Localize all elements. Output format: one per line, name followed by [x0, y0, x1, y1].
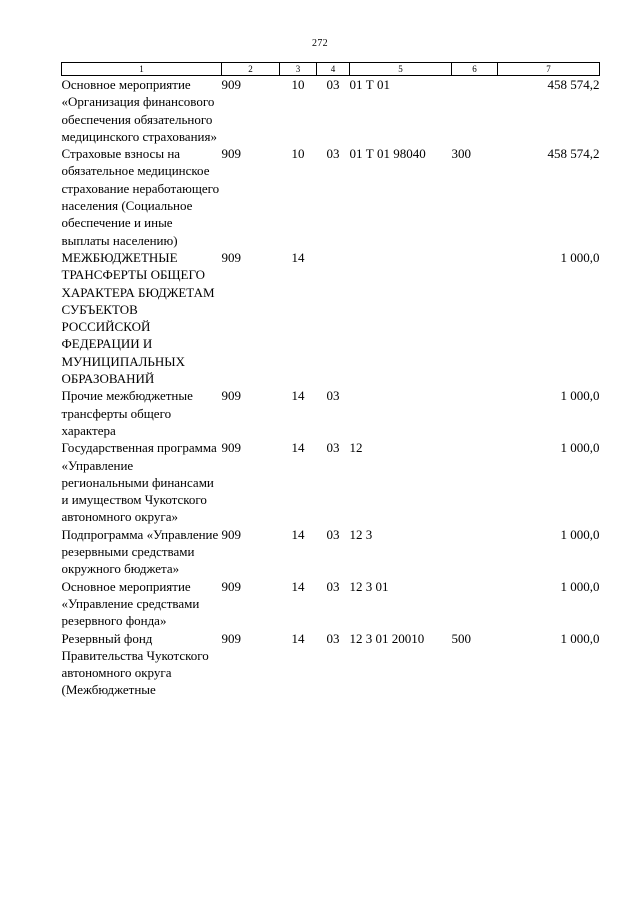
row-pr: 03: [326, 578, 340, 594]
row-csr: 01 Т 01 98040: [349, 146, 426, 162]
table-header: [62, 63, 600, 76]
row-vr: 300: [451, 146, 471, 162]
row-rz: 14: [291, 630, 305, 646]
row-sum: 458 574,2: [547, 77, 600, 92]
row-sum: 1 000,0: [560, 388, 600, 404]
table-row: [62, 578, 600, 630]
table-row: [62, 526, 600, 578]
column-number-7: 7: [498, 63, 600, 76]
row-vr: [452, 76, 498, 146]
row-pr: 03: [326, 77, 340, 92]
row-rz: 14: [291, 526, 305, 542]
row-vr: [452, 249, 498, 387]
row-name: Основное мероприятие «Организация финансового обеспечения обязательного медицинского страхования»: [61, 77, 217, 144]
table-body: [62, 76, 600, 699]
row-csr: 12 3 01: [349, 578, 389, 594]
row-sum: 458 574,2: [547, 146, 600, 162]
header-row: [62, 63, 600, 76]
row-pr: 03: [326, 526, 340, 542]
row-ved: 909: [221, 578, 241, 594]
column-number-4: 4: [317, 63, 350, 76]
row-csr: 12: [349, 440, 363, 456]
row-sum: 1 000,0: [560, 578, 600, 594]
table-row: [62, 249, 600, 387]
row-rz: 10: [291, 146, 305, 162]
row-ved: 909: [221, 249, 241, 265]
row-ved: 909: [221, 146, 241, 162]
row-pr: 03: [326, 146, 340, 162]
row-pr: 03: [326, 440, 340, 456]
row-csr: [350, 387, 452, 439]
row-vr: [452, 439, 498, 525]
row-pr: 03: [326, 630, 340, 646]
page-number: 272: [312, 38, 328, 49]
row-ved: 909: [221, 526, 241, 542]
row-ved: 909: [221, 388, 241, 404]
row-csr: 12 3: [349, 526, 373, 542]
row-name: Резервный фонд Правительства Чукотского автономного округа (Межбюджетные: [61, 630, 209, 698]
row-vr: 500: [451, 630, 471, 646]
column-number-6: 6: [452, 63, 498, 76]
column-number-1: 1: [62, 63, 222, 76]
table-row: [62, 387, 600, 439]
row-sum: 1 000,0: [560, 440, 600, 456]
column-number-5: 5: [350, 63, 452, 76]
row-name: Страховые взносы на обязательное медицинское страхование неработающего населения (Социальное обеспечение и иные выплаты населению): [61, 146, 220, 248]
row-ved: 909: [221, 630, 241, 646]
column-number-2: 2: [222, 63, 280, 76]
row-rz: 14: [291, 388, 305, 404]
row-sum: 1 000,0: [560, 249, 600, 265]
row-name: МЕЖБЮДЖЕТНЫЕ ТРАНСФЕРТЫ ОБЩЕГО ХАРАКТЕРА БЮДЖЕТАМ СУБЪЕКТОВ РОССИЙСКОЙ ФЕДЕРАЦИИ И МУНИЦИПАЛЬНЫХ ОБРАЗОВАНИЙ: [61, 249, 215, 387]
row-rz: 14: [291, 249, 305, 265]
row-csr: [350, 249, 452, 387]
row-ved: 909: [221, 440, 241, 456]
row-sum: 1 000,0: [560, 630, 600, 646]
row-pr: 03: [326, 388, 340, 404]
table-row: [62, 145, 600, 249]
budget-table: [61, 62, 600, 699]
row-rz: 14: [291, 440, 305, 456]
row-vr: [452, 578, 498, 630]
row-name: Прочие межбюджетные трансферты общего характера: [61, 388, 193, 438]
table-row: [62, 630, 600, 699]
row-name: Подпрограмма «Управление резервными средствами окружного бюджета»: [61, 526, 219, 577]
row-name: Государственная программа «Управление региональными финансами и имуществом Чукотского автономного округа»: [61, 440, 217, 525]
row-sum: 1 000,0: [560, 526, 600, 542]
row-pr: [317, 249, 350, 387]
table-row: [62, 439, 600, 525]
row-vr: [452, 526, 498, 578]
row-name: Основное мероприятие «Управление средствами резервного фонда»: [61, 578, 200, 629]
row-rz: 14: [291, 578, 305, 594]
table-row: [62, 76, 600, 146]
row-rz: 10: [291, 77, 305, 92]
row-csr: 01 Т 01: [349, 77, 390, 92]
row-vr: [452, 387, 498, 439]
row-csr: 12 3 01 20010: [349, 630, 425, 646]
row-ved: 909: [221, 77, 241, 92]
column-number-3: 3: [280, 63, 317, 76]
